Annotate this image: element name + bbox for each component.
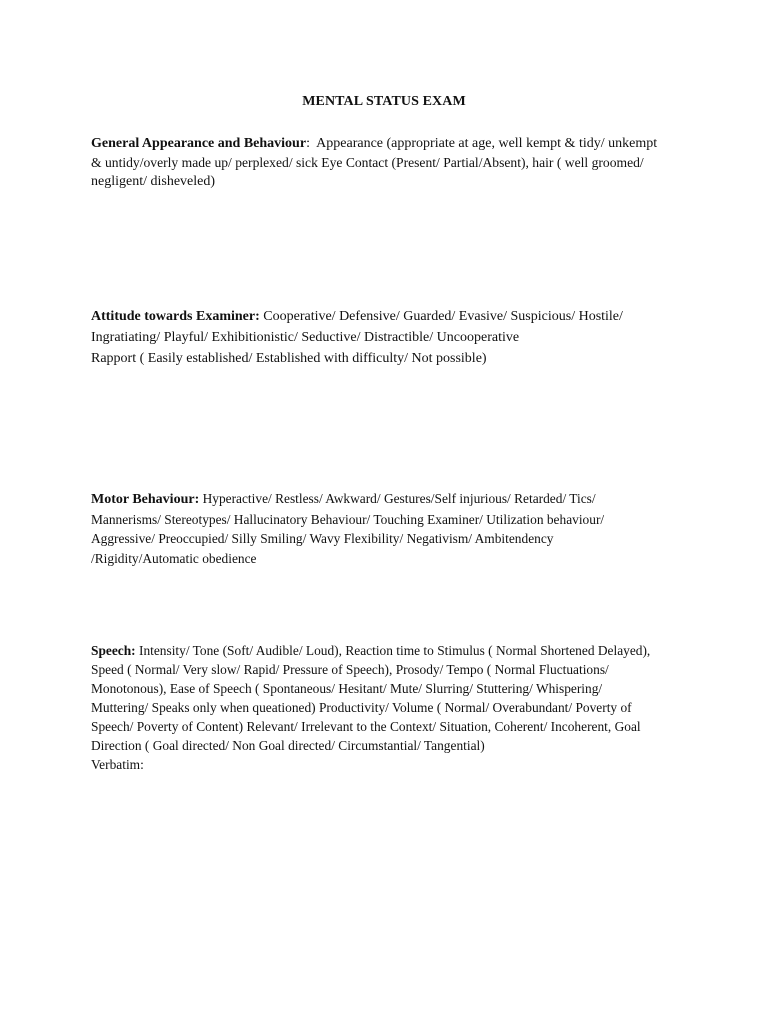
section-heading: Motor Behaviour: — [91, 492, 200, 507]
section-general-appearance — [91, 134, 681, 191]
page-title: MENTAL STATUS EXAM — [302, 94, 466, 109]
section-speech — [91, 641, 681, 774]
section-heading: Speech: — [91, 643, 136, 658]
section-line — [91, 134, 681, 153]
section-text: negligent/ disheveled) — [91, 174, 216, 189]
section-text: /Rigidity/Automatic obedience — [91, 550, 257, 566]
section-text: Ingratiating/ Playful/ Exhibitionistic/ Seductive/ Distractible/ Uncooperative — [91, 330, 520, 345]
section-line — [91, 306, 681, 327]
section-text: & untidy/overly made up/ perplexed/ sick Eye Contact (Present/ Partial/Absent), hair ( well groomed/ — [91, 155, 644, 170]
section-text: Speech/ Poverty of Content) Relevant/ Irrelevant to the Context/ Situation, Coherent/ Incoherent, Goal — [91, 719, 641, 734]
heading-colon: : — [306, 136, 310, 151]
section-text: Hyperactive/ Restless/ Awkward/ Gestures/Self injurious/ Retarded/ Tics/ — [199, 491, 596, 506]
section-text: Direction ( Goal directed/ Non Goal directed/ Circumstantial/ Tangential) — [91, 738, 485, 753]
section-attitude-towards-examiner — [91, 306, 681, 369]
section-text: Intensity/ Tone (Soft/ Audible/ Loud), Reaction time to Stimulus ( Normal Shortened Delayed), — [135, 643, 651, 658]
section-text: Rapport ( Easily established/ Established with difficulty/ Not possible) — [91, 351, 487, 366]
section-text: Monotonous), Ease of Speech ( Spontaneous/ Hesitant/ Mute/ Slurring/ Stuttering/ Whispering/ — [91, 681, 603, 696]
section-text: Mannerisms/ Stereotypes/ Hallucinatory Behaviour/ Touching Examiner/ Utilization behaviour/ — [91, 511, 605, 527]
section-text: Verbatim: — [91, 757, 144, 772]
section-heading: General Appearance and Behaviour — [91, 136, 307, 151]
section-text: Muttering/ Speaks only when queationed) Productivity/ Volume ( Normal/ Overabundant/ Poverty of — [91, 700, 632, 715]
section-motor-behaviour — [91, 489, 681, 568]
section-text: Aggressive/ Preoccupied/ Silly Smiling/ Wavy Flexibility/ Negativism/ Ambitendency — [91, 531, 554, 546]
section-text: Cooperative/ Defensive/ Guarded/ Evasive/ Suspicious/ Hostile/ — [259, 309, 623, 324]
section-heading: Attitude towards Examiner: — [91, 309, 260, 324]
section-line — [91, 489, 681, 510]
section-text: Speed ( Normal/ Very slow/ Rapid/ Pressure of Speech), Prosody/ Tempo ( Normal Fluctuations/ — [91, 662, 609, 677]
section-line — [91, 641, 681, 660]
section-text: Appearance (appropriate at age, well kempt & tidy/ unkempt — [309, 136, 658, 151]
